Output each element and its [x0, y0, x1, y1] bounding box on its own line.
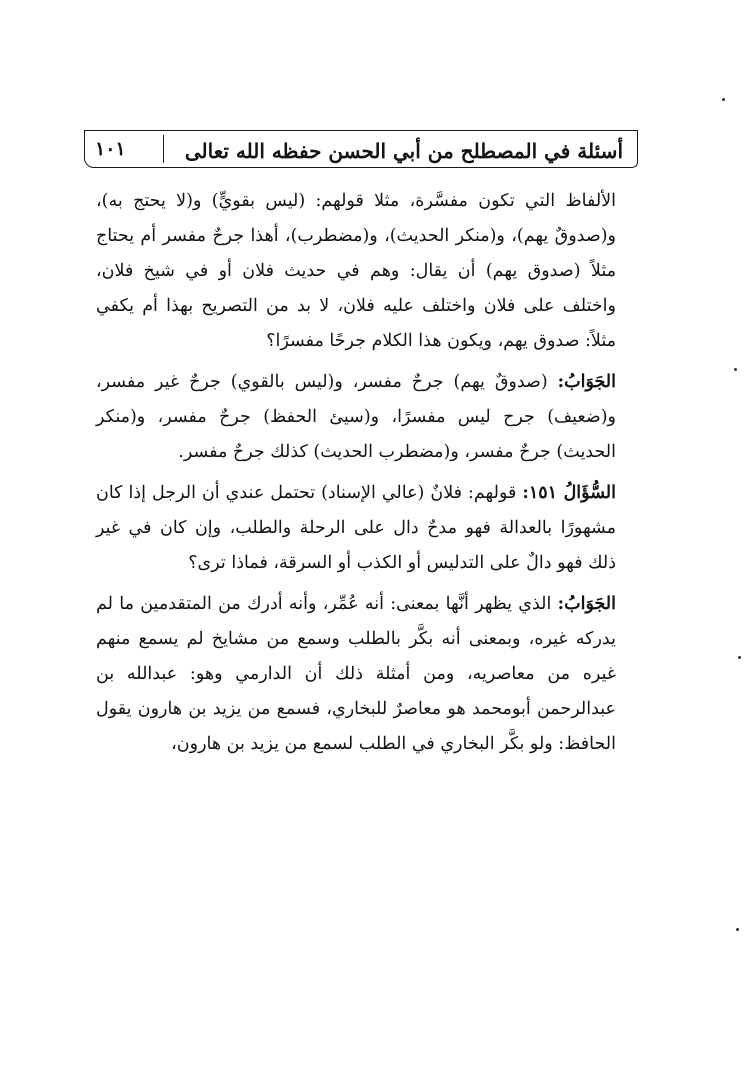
answer-label: الجَوَابُ:	[557, 372, 616, 392]
running-title: أسئلة في المصطلح من أبي الحسن حفظه الله تعالى	[184, 139, 623, 163]
paragraph-text: الألفاظ التي تكون مفسَّرة، مثلا قولهم: (ليس بقويٍّ) و(لا يحتج به)، و(صدوقٌ يهم)، و(منكر الحديث)، و(مضطرب)، أهذا جرحٌ مفسر أم يحتاج مثلاً (صدوق يهم) أن يقال: وهم في حديث فلان أو في شيخ فلان، واختلف على فلان واختلف عليه فلان، لا بد من التصريح بهذا أم يكفي مثلاً: صدوق يهم، ويكون هذا الكلام جرحًا مفسرًا؟	[96, 191, 616, 351]
answer-label: الجَوَابُ:	[557, 594, 616, 614]
page-number-divider	[163, 135, 164, 163]
question-label: السُّؤَالُ ١٥١:	[522, 483, 616, 503]
answer-paragraph	[96, 365, 616, 470]
page-number: ١٠١	[95, 138, 126, 160]
paragraph-text: قولهم: فلانٌ (عالي الإسناد) تحتمل عندي أن الرجل إذا كان مشهورًا بالعدالة فهو مدحٌ دال على الرحلة والطلب، وإن كان في غير ذلك فهو دالٌ على التدليس أو الكذب أو السرقة، فماذا ترى؟	[96, 483, 616, 573]
page-body	[96, 184, 616, 762]
page-number-box	[85, 131, 161, 165]
scan-speck	[722, 98, 725, 101]
page-header	[84, 130, 638, 168]
scan-speck	[736, 928, 739, 931]
scan-speck	[738, 656, 741, 659]
scan-speck	[734, 368, 737, 371]
paragraph-text: (صدوقٌ يهم) جرحٌ مفسر، و(ليس بالقوي) جرحٌ غير مفسر، و(ضعيف) جرح ليس مفسرًا، و(سيئ الحفظ) جرحٌ مفسر، و(منكر الحديث) جرحٌ مفسر، و(مضطرب الحديث) كذلك جرحٌ مفسر.	[96, 372, 616, 462]
question-continuation-paragraph	[96, 184, 616, 359]
paragraph-text: الذي يظهر أنَّها بمعنى: أنه عُمِّر، وأنه أدرك من المتقدمين ما لم يدركه غيره، وبمعنى أنه بكَّر بالطلب وسمع من مشايخ لم يسمع منهم غيره من معاصريه، ومن أمثلة ذلك أن الدارمي وهو: عبدالله بن عبدالرحمن أبومحمد هو معاصرٌ للبخاري، فسمع من يزيد بن هارون يقول الحافظ: ولو بكَّر البخاري في الطلب لسمع من يزيد بن هارون،	[96, 594, 616, 754]
answer-paragraph	[96, 587, 616, 762]
question-paragraph	[96, 476, 616, 581]
